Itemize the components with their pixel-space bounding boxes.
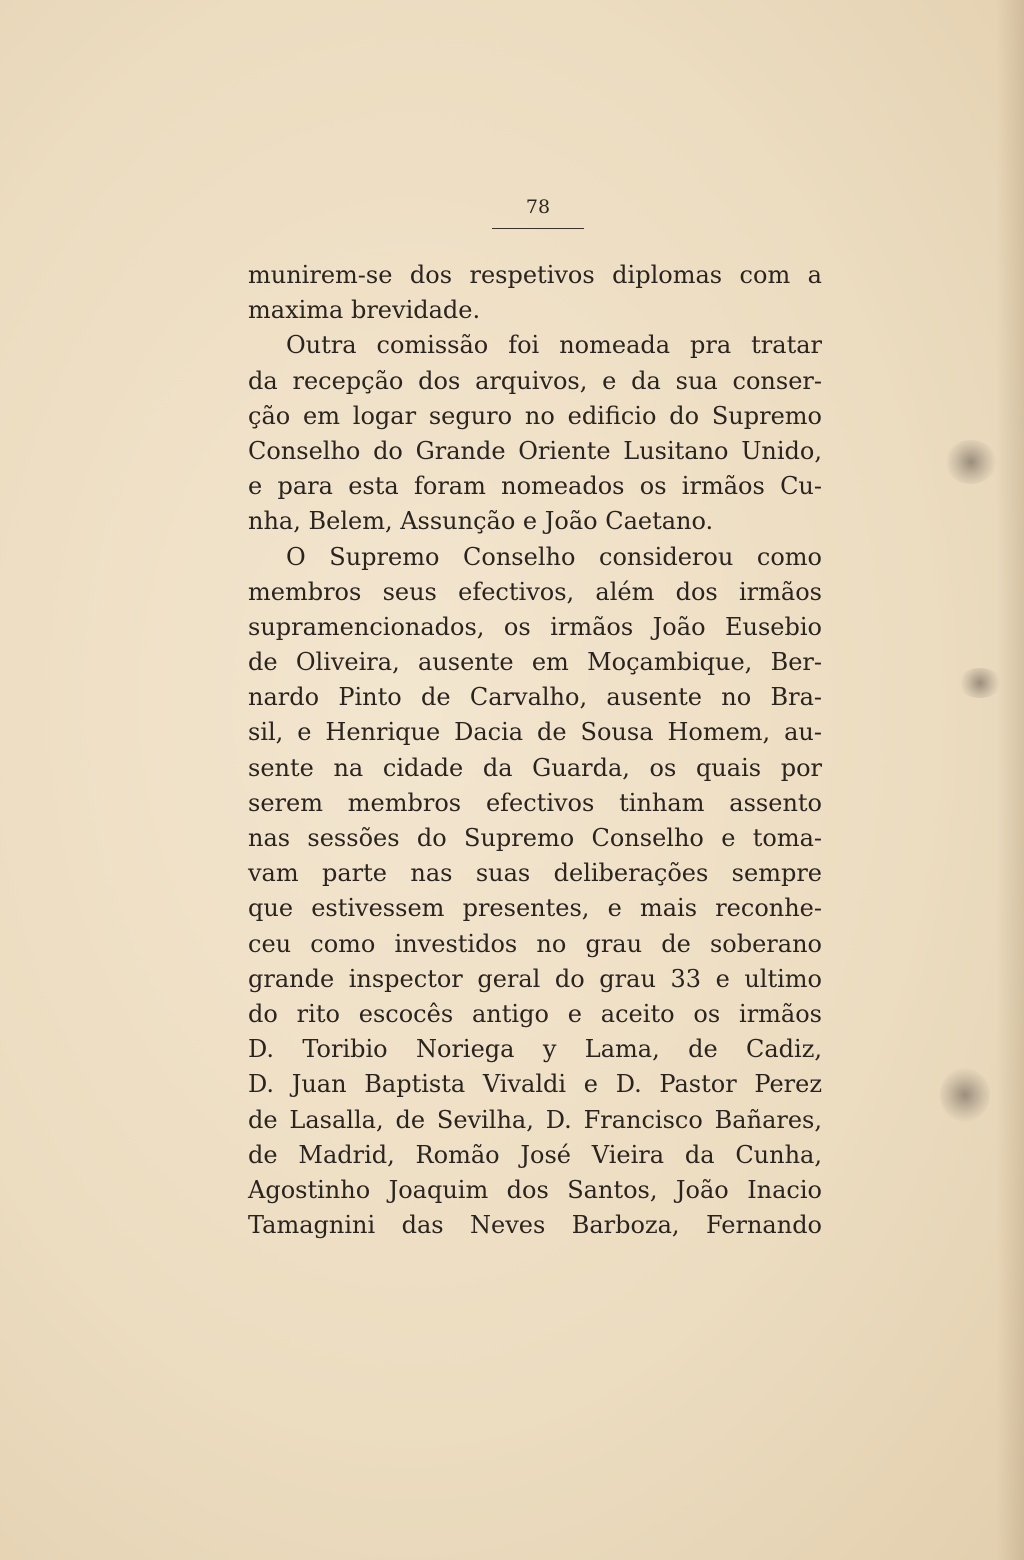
page-number: 78 (525, 196, 551, 218)
text-line: de Lasalla, de Sevilha, D. Francisco Bañares, (248, 1105, 822, 1134)
text-line: de Madrid, Romão José Vieira da Cunha, (248, 1140, 822, 1169)
text-line: supramencionados, os irmãos João Eusebio (248, 612, 822, 641)
text-line: grande inspector geral do grau 33 e ultimo (248, 964, 822, 993)
text-line: da recepção dos arquivos, e da sua conser- (248, 366, 822, 395)
text-line: sil, e Henrique Dacia de Sousa Homem, au- (248, 718, 822, 747)
text-line: sente na cidade da Guarda, os quais por (248, 753, 822, 782)
margin-stain (945, 440, 997, 484)
text-line: que estivessem presentes, e mais reconhe- (248, 894, 822, 923)
text-line: O Supremo Conselho considerou como (286, 542, 822, 571)
page-number-rule (492, 228, 584, 229)
text-line: serem membros efectivos tinham assento (248, 788, 822, 817)
body-text (248, 258, 822, 1243)
text-line: membros seus efectivos, além dos irmãos (248, 577, 822, 606)
text-line: Outra comissão foi nomeada pra tratar (286, 331, 822, 360)
text-line: vam parte nas suas deliberações sempre (248, 859, 822, 888)
page-edge-shadow (996, 0, 1024, 1560)
text-line: do rito escocês antigo e aceito os irmãos (248, 999, 822, 1028)
text-line: de Oliveira, ausente em Moçambique, Ber- (248, 648, 822, 677)
text-line: D. Toribio Noriega y Lama, de Cadiz, (248, 1035, 822, 1064)
text-line: D. Juan Baptista Vivaldi e D. Pastor Perez (248, 1070, 822, 1099)
text-line: ceu como investidos no grau de soberano (248, 929, 822, 958)
text-line: nha, Belem, Assunção e João Caetano. (248, 507, 714, 536)
text-line: maxima brevidade. (248, 296, 481, 325)
text-line: ção em logar seguro no edificio do Supremo (248, 401, 822, 430)
text-line: Conselho do Grande Oriente Lusitano Unido, (248, 436, 822, 465)
margin-stain (958, 668, 1002, 698)
margin-stain (940, 1068, 990, 1122)
text-line: nas sessões do Supremo Conselho e toma- (248, 824, 822, 852)
text-line: nardo Pinto de Carvalho, ausente no Bra- (248, 683, 822, 712)
text-line: munirem-se dos respetivos diplomas com a (248, 261, 822, 289)
text-line: e para esta foram nomeados os irmãos Cu- (248, 472, 822, 501)
text-line: Agostinho Joaquim dos Santos, João Inacio (248, 1175, 822, 1204)
text-line: Tamagnini das Neves Barboza, Fernando (248, 1211, 822, 1240)
